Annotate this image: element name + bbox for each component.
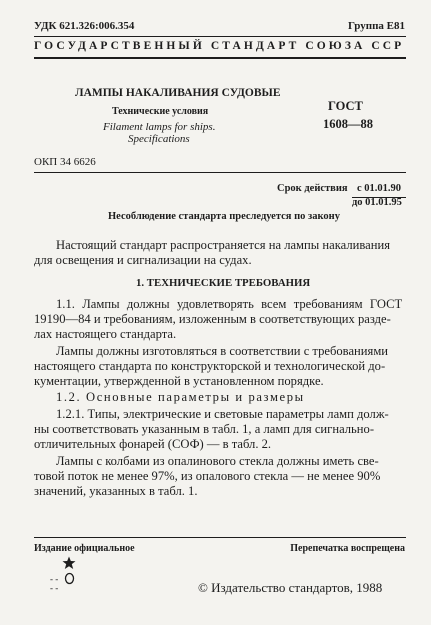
- top-rule: [34, 36, 406, 37]
- footer-rule: [34, 537, 406, 538]
- legal-warning: Несоблюдение стандарта преследуется по закону: [108, 211, 340, 222]
- reprint-notice: Перепечатка воспрещена: [290, 543, 405, 554]
- p1-1-line1: 1.1. Лампы должны удовлетворять всем требованиям ГОСТ: [56, 297, 403, 311]
- bulbs-line2: товой поток не менее 97%, из опалового стекла — не менее 90%: [34, 469, 381, 483]
- p1-1b-line1: Лампы должны изготовляться в соответствии с требованиями: [56, 344, 389, 358]
- official-edition: Издание официальное: [34, 543, 135, 554]
- p1-2-1-line1: 1.2.1. Типы, электрические и световые параметры ламп долж-: [56, 407, 389, 421]
- gost-number: 1608—88: [323, 117, 373, 131]
- document-title: ЛАМПЫ НАКАЛИВАНИЯ СУДОВЫЕ: [75, 87, 281, 99]
- intro-line2: для освещения и сигнализации на судах.: [34, 253, 252, 267]
- star-icon: [62, 556, 76, 570]
- validity-label: Срок действия: [277, 183, 348, 194]
- p1-2-heading: 1.2. Основные параметры и размеры: [56, 390, 305, 404]
- english-title-line1: Filament lamps for ships.: [103, 121, 216, 133]
- banner-rule: [34, 57, 406, 59]
- bulbs-line3: значений, указанных в табл. 1.: [34, 484, 198, 498]
- p1-2-1-line2: ны соответствовать указанным в табл. 1, а ламп для сигнально-: [34, 422, 375, 436]
- state-standard-banner: ГОСУДАРСТВЕННЫЙ СТАНДАРТ СОЮЗА ССР: [34, 40, 405, 52]
- okp-code: ОКП 34 6626: [34, 156, 96, 168]
- gost-label: ГОСТ: [328, 99, 363, 113]
- validity-to: до 01.01.95: [352, 197, 402, 208]
- copyright: © Издательство стандартов, 1988: [198, 580, 383, 595]
- p1-1-line2: 19190—84 и требованиям, изложенным в соответствующих разде-: [34, 312, 391, 326]
- title-block-rule: [34, 172, 406, 173]
- validity-from: с 01.01.90: [357, 183, 402, 194]
- p1-1-line3: лах настоящего стандарта.: [34, 327, 177, 341]
- document-subtitle: Технические условия: [112, 106, 209, 117]
- bulbs-line1: Лампы с колбами из опалинового стекла должны иметь све-: [56, 454, 379, 468]
- p1-1b-line3: кументации, утвержденной в установленном порядке.: [34, 374, 324, 388]
- intro-line1: Настоящий стандарт распространяется на лампы накаливания: [56, 238, 391, 252]
- section-heading: 1. ТЕХНИЧЕСКИЕ ТРЕБОВАНИЯ: [136, 277, 311, 289]
- p1-1b-line2: настоящего стандарта по конструкторской и технологической до-: [34, 359, 386, 373]
- dash-marks: - - - -: [50, 574, 63, 593]
- udk-code: УДК 621.326:006.354: [34, 20, 135, 32]
- english-title-line2: Specifications: [128, 133, 190, 145]
- circle-icon: [64, 572, 75, 585]
- p1-2-1-line3: отличительных фонарей (СОФ) — в табл. 2.: [34, 437, 272, 451]
- group-code: Группа Е81: [347, 20, 405, 32]
